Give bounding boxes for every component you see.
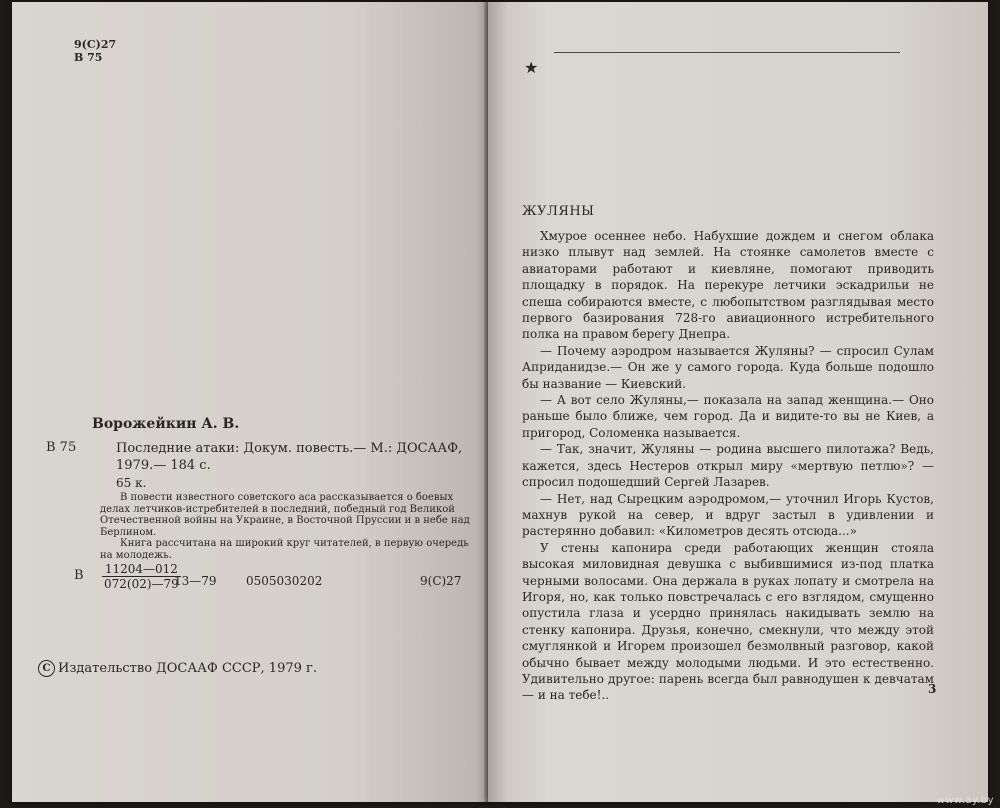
right-page xyxy=(488,2,988,802)
classification-code xyxy=(74,38,116,64)
classification-line: 9(С)27 xyxy=(74,38,117,51)
copyright-text: Издательство ДОСААФ СССР, 1979 г. xyxy=(58,661,317,676)
chapter-title: ЖУЛЯНЫ xyxy=(522,204,595,219)
annotation-paragraph: В повести известного советского аса рассказывается о боевых делах летчиков-истребителей в последний, победный год Великой Отечественной войны на Украине, в Восточной Пруссии и в небе над Берлином. xyxy=(100,492,470,538)
left-page xyxy=(12,2,490,802)
body-paragraph: Хмурое осеннее небо. Набухшие дождем и снегом облака низко плывут над землей. На стоянке самолетов вместе с авиаторами работают и киевляне, помогают приводить площадку в порядок. На перекуре летчики эскадрильи не спеша собираются вместе, с любопытством разглядывая место первого базирования 728-го авиационного истребительного полка на правом берегу Днепра. xyxy=(522,229,934,342)
page-number: 3 xyxy=(928,682,937,696)
index-numerator: 11204—012 xyxy=(102,562,181,577)
annotation xyxy=(100,492,470,561)
star-icon: ★ xyxy=(524,58,539,77)
price: 65 к. xyxy=(116,476,147,490)
index-letter: В xyxy=(74,568,84,583)
author-name: Ворожейкин А. В. xyxy=(92,416,240,432)
annotation-paragraph: Книга рассчитана на широкий круг читателей, в первую очередь на молодежь. xyxy=(100,538,469,561)
index-denominator: 072(02)—79 xyxy=(104,577,179,591)
bibliographic-description: Последние атаки: Докум. повесть.— М.: ДОСААФ, 1979.— 184 с. xyxy=(116,441,463,473)
body-paragraph: — Почему аэродром называется Жуляны? — спросил Сулам Априданидзе.— Он же у самого города. Куда больше подошло бы название — Киевский. xyxy=(522,343,934,391)
index-order: 13—79 xyxy=(174,574,217,588)
copyright-line xyxy=(38,660,317,677)
index-classification: 9(С)27 xyxy=(420,574,462,588)
classification-line: В 75 xyxy=(74,51,103,64)
watermark: www.ay.by xyxy=(936,795,994,806)
catalog-code: В 75 xyxy=(46,440,77,455)
copyright-icon: С xyxy=(38,660,55,677)
header-rule xyxy=(554,52,900,53)
body-paragraph: — А вот село Жуляны,— показала на запад женщина.— Оно раньше было ближе, чем город. Да и видите-то вы не Киев, а пригород, Соломенка называется. xyxy=(522,393,934,440)
body-paragraph: — Так, значит, Жуляны — родина высшего пилотажа? Ведь, кажется, здесь Нестеров открыл миру «мертвую петлю»? — спросил подошедший Сергей Лазарев. xyxy=(522,442,934,490)
body-paragraph: У стены капонира среди работающих женщин стояла высокая миловидная девушка с выбившимися из-под платка черными волосами. Она держала в руках лопату и смотрела на Игоря, но, как только повстречалась с его взглядом, смущенно опустила глаза и усердно принялась накидывать землю на стенку капонира. Друзья, конечно, смекнули, что между этой смуглянкой и Игорем произошел безмолвный разговор, какой обычно бывает между молодыми людьми. И это естественно. Удивительно другое: парень всегда был равнодушен к девчатам — и на тебе!.. xyxy=(522,540,934,703)
index-code: 0505030202 xyxy=(246,574,323,588)
index-fraction xyxy=(102,562,181,591)
body-text xyxy=(522,228,937,704)
body-paragraph: — Нет, над Сырецким аэродромом,— уточнил Игорь Кустов, махнув рукой на север, и вдруг застыл в удивлении и растерянно добавил: «Километров десять отсюда...» xyxy=(522,491,934,539)
